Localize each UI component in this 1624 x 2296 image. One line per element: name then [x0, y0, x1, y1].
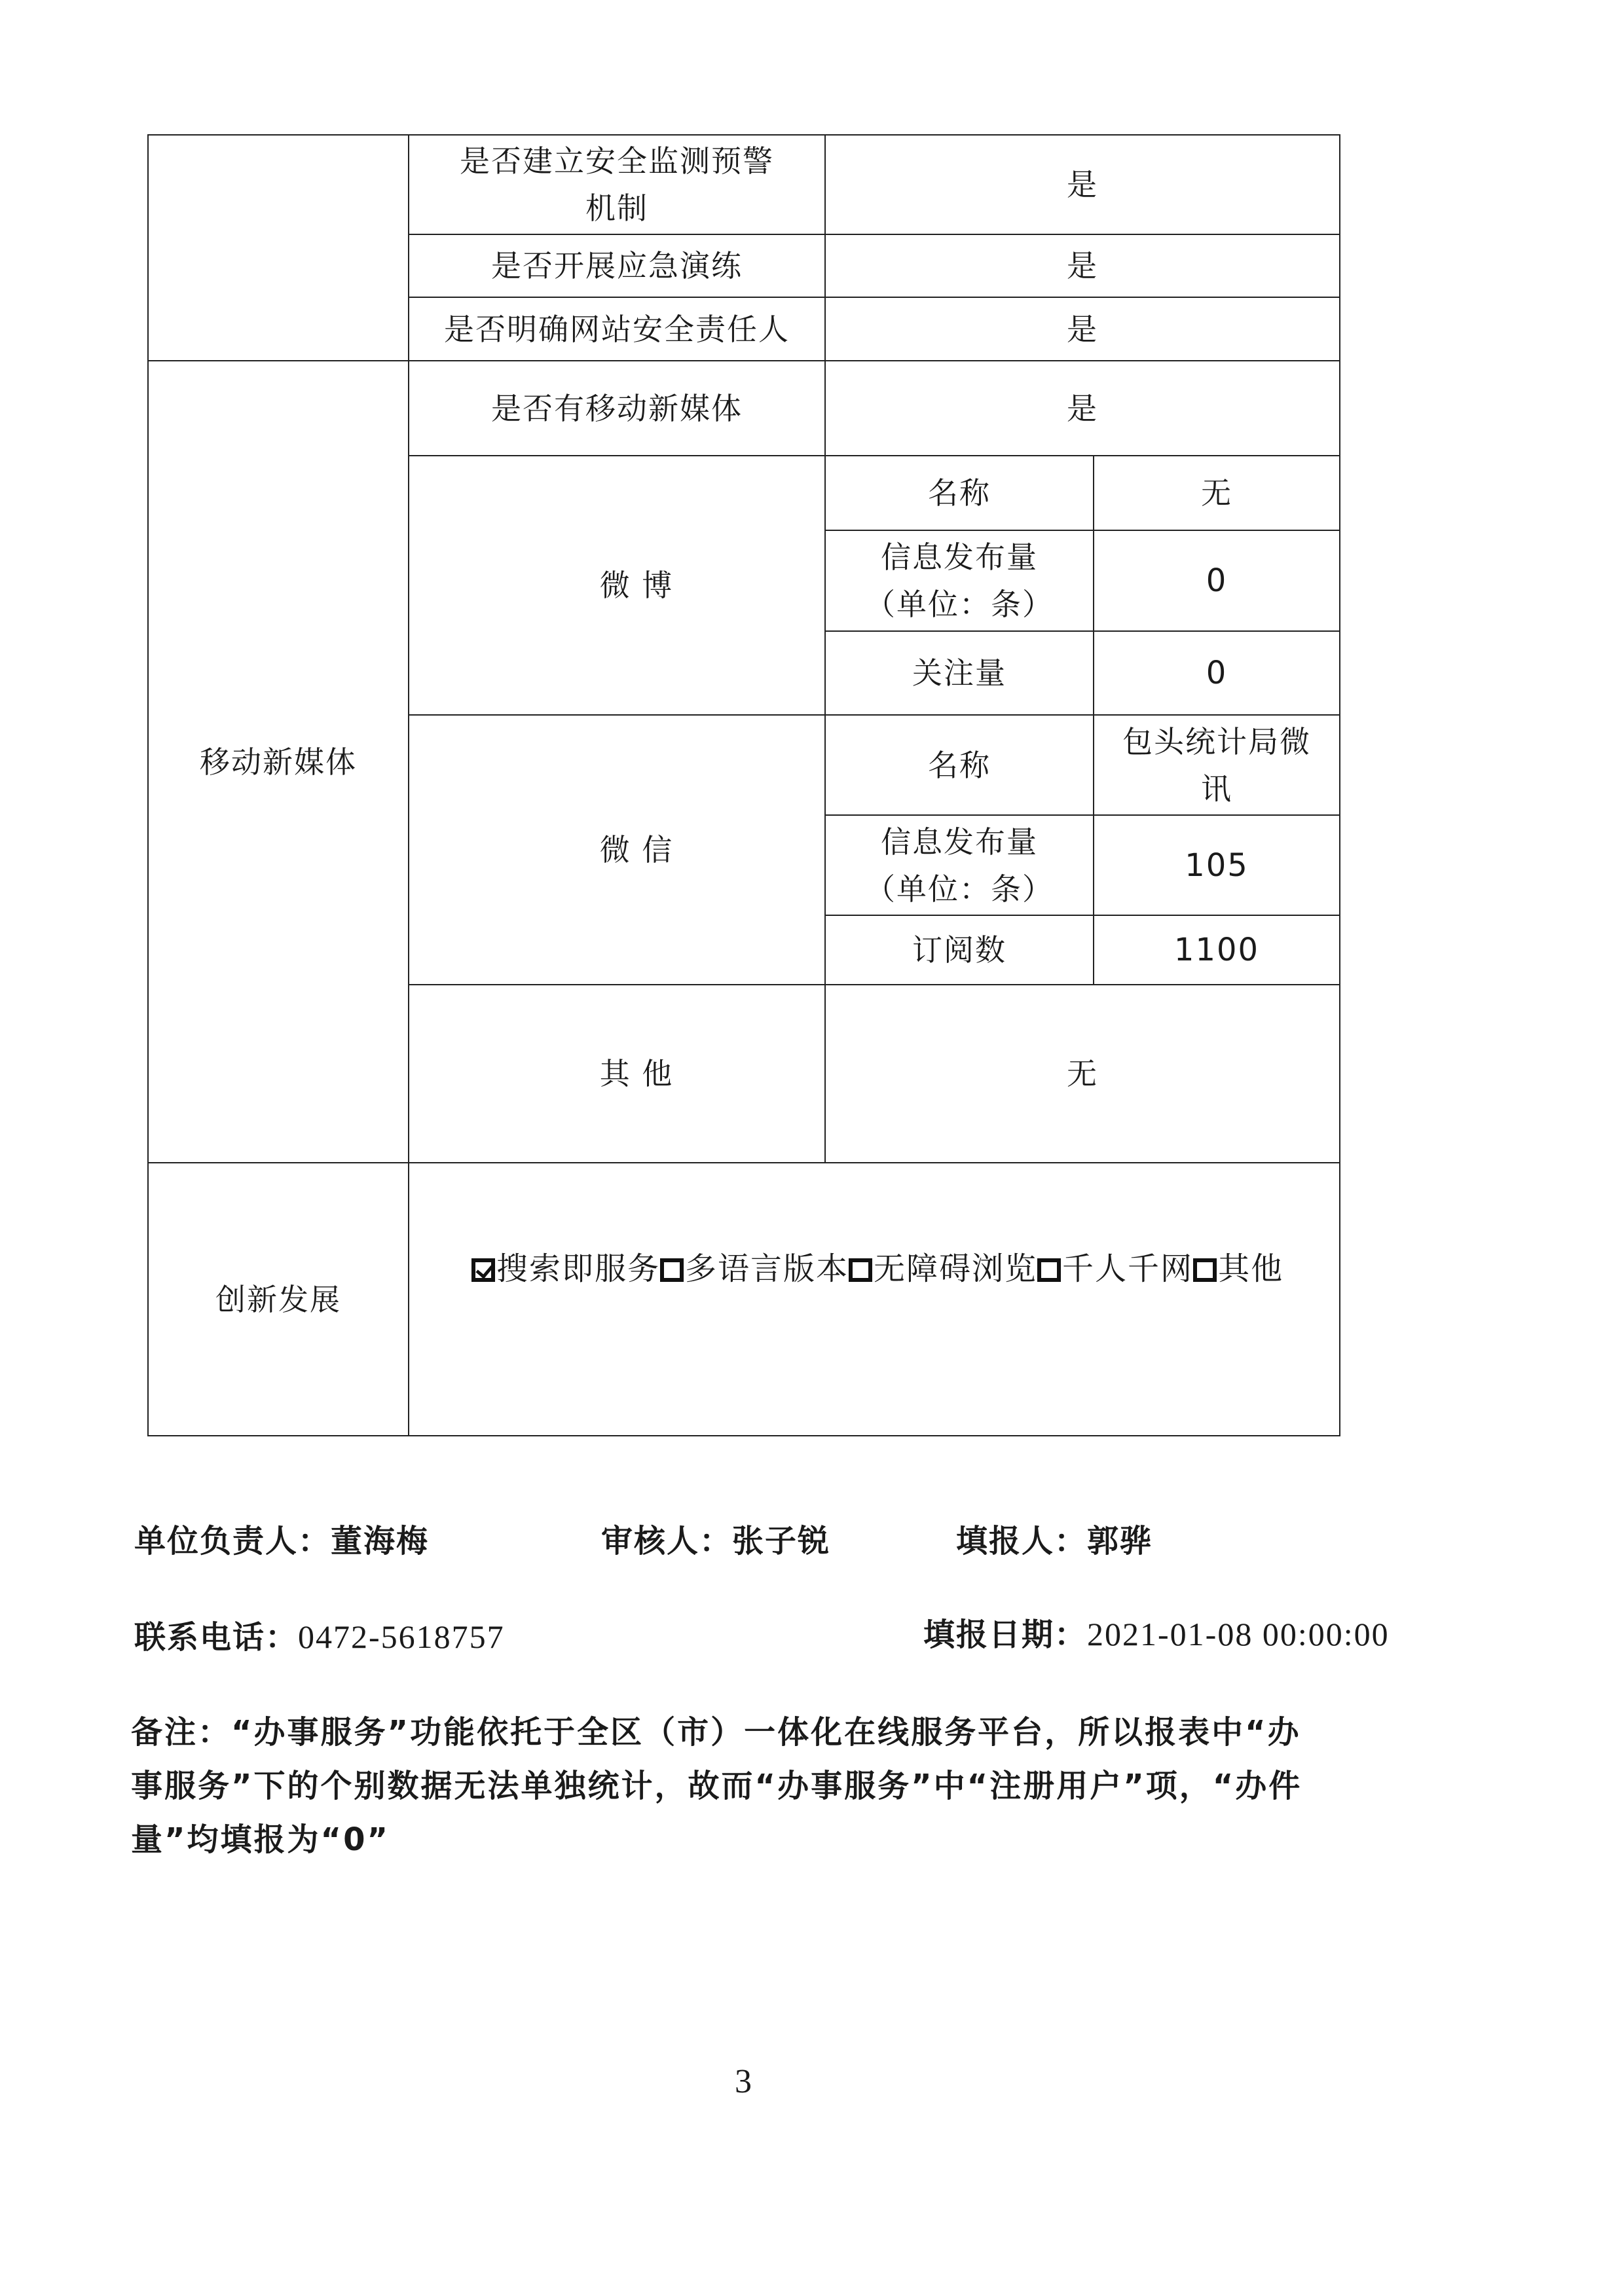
innovation-option-label: 其他 [1218, 1250, 1284, 1287]
unchecked-checkbox-icon[interactable] [849, 1258, 872, 1282]
reviewer-label: 审核人： [601, 1523, 733, 1559]
monitoring-value: 是 [825, 135, 1340, 234]
reviewer [601, 1516, 830, 1561]
report-table [147, 134, 1340, 1436]
innovation-options [409, 1163, 1340, 1436]
weibo-name-value: 无 [1094, 456, 1340, 530]
has-media-value: 是 [825, 361, 1340, 456]
filler-name: 郭骅 [1087, 1523, 1153, 1559]
weibo-followers-value: 0 [1094, 631, 1340, 715]
weixin-subscribers-label: 订阅数 [825, 915, 1094, 985]
innovation-section-label: 创新发展 [148, 1163, 409, 1436]
responsible-label: 是否明确网站安全责任人 [409, 297, 825, 361]
drill-value: 是 [825, 234, 1340, 297]
filler-label: 填报人： [956, 1523, 1088, 1559]
phone [134, 1612, 505, 1657]
date-value: 2021-01-08 00:00:00 [1087, 1616, 1390, 1652]
unchecked-checkbox-icon[interactable] [1193, 1258, 1217, 1282]
unchecked-checkbox-icon[interactable] [1037, 1258, 1061, 1282]
weixin-name-label: 名称 [825, 715, 1094, 815]
unit-head-name: 董海梅 [331, 1523, 430, 1559]
unchecked-checkbox-icon[interactable] [660, 1258, 684, 1282]
weibo-name-label: 名称 [825, 456, 1094, 530]
innovation-option-label: 多语言版本 [685, 1250, 849, 1287]
innovation-option-label: 无障碍浏览 [874, 1250, 1038, 1287]
weibo-posts-value: 0 [1094, 530, 1340, 631]
remark-note: 备注：“办事服务”功能依托于全区（市）一体化在线服务平台，所以报表中“办事服务”下的个别数据无法单独统计，故而“办事服务”中“注册用户”项，“办件量”均填报为“0” [131, 1714, 1302, 1858]
drill-label: 是否开展应急演练 [409, 234, 825, 297]
weibo-followers-label: 关注量 [825, 631, 1094, 715]
security-section-cell [148, 135, 409, 361]
innovation-option-label: 搜索即服务 [496, 1250, 661, 1287]
media-section-label: 移动新媒体 [148, 361, 409, 1163]
other-media-value: 无 [825, 985, 1340, 1163]
responsible-value: 是 [825, 297, 1340, 361]
unit-head [134, 1516, 429, 1561]
weixin-label: 微 信 [409, 715, 825, 985]
weixin-subscribers-value: 1100 [1094, 915, 1340, 985]
phone-value: 0472-5618757 [298, 1618, 505, 1655]
page-number: 3 [735, 2063, 752, 2100]
weixin-name-value: 包头统计局微讯 [1094, 715, 1340, 815]
unit-head-label: 单位负责人： [134, 1523, 331, 1559]
weixin-posts-label: 信息发布量（单位：条） [825, 815, 1094, 915]
weibo-posts-label: 信息发布量（单位：条） [825, 530, 1094, 631]
fill-date [923, 1609, 1390, 1654]
monitoring-label: 是否建立安全监测预警机制 [409, 135, 825, 234]
other-media-label: 其 他 [409, 985, 825, 1163]
checked-checkbox-icon[interactable] [471, 1258, 495, 1282]
reviewer-name: 张子锐 [732, 1523, 831, 1559]
innovation-option-label: 千人千网 [1062, 1250, 1194, 1287]
has-media-label: 是否有移动新媒体 [409, 361, 825, 456]
weibo-label: 微 博 [409, 456, 825, 715]
phone-label: 联系电话： [134, 1619, 299, 1656]
weixin-posts-value: 105 [1094, 815, 1340, 915]
date-label: 填报日期： [923, 1616, 1088, 1653]
filler [956, 1516, 1153, 1561]
